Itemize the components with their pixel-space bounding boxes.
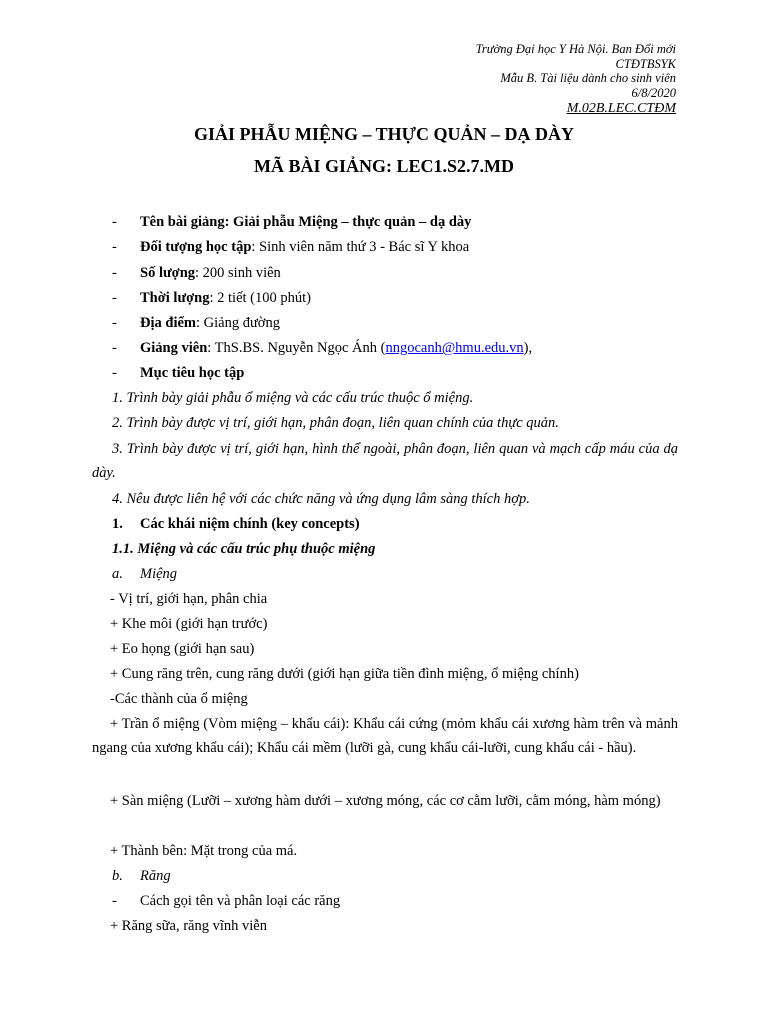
- objective-2: 2. Trình bày được vị trí, giới hạn, phân đoạn, liên quan chính của thực quản.: [112, 415, 559, 431]
- document-header: [476, 42, 676, 117]
- a-line-2: + Khe môi (giới hạn trước): [110, 616, 268, 632]
- document-page: Trường Đại học Y Hà Nội. Ban Đổi mới CTĐTBSYK Mẫu B. Tài liệu dành cho sinh viên 6/8/2020 M.02B.LEC.CTĐM GIẢI PHẪU MIỆNG – THỰC QUẢN – DẠ DÀY MÃ BÀI GIẢNG: LEC1.S2.7.MD - Tên bài giảng: Giải phẫu Miệng – thực quản – dạ dày - Đối tượng học tập: Sinh viên năm thứ 3 - Bác sĩ Y khoa - Số lượng: 200 sinh viên - Thời lượng: 2 tiết (100 phút) - Địa điểm: Giảng đường - Giảng viên: ThS.BS. Nguyễn Ngọc Ánh (nngocanh@hmu.edu.vn), - Mục tiêu học tập 1. Trình bày giải phẫu ổ miệng và các cấu trúc thuộc ổ miệng. 2. Trình bày được vị trí, giới hạn, phân đoạn, liên quan chính của thực quản. 3. Trình bày được vị trí, giới hạn, hình thể ngoài, phân đoạn, liên quan và mạch cấp máu của dạ dày. 4. Nêu được liên hệ với các chức năng và ứng dụng lâm sàng thích hợp. 1. Các khái niệm chính (key concepts) 1.1. Miệng và các cấu trúc phụ thuộc miệng a. Miệng - Vị trí, giới hạn, phân chia + Khe môi (giới hạn trước) + Eo họng (giới hạn sau) + Cung răng trên, cung răng dưới (giới hạn giữa tiền đình miệng, ổ miệng chính) -Các thành của ổ miệng + Trần ổ miệng (Vòm miệng – khẩu cái): Khẩu cái cứng (mỏm khẩu cái xương hàm trên và mảnh ngang của xương khẩu cái); Khẩu cái mềm (lưỡi gà, cung khẩu cái-lưỡi, cung khẩu cái - hầu). + Sàn miệng (Lưỡi – xương hàm dưới – xương móng, các cơ cằm lưỡi, cằm móng, hàm móng) + Thành bên: Mặt trong của má. b. Răng - Cách gọi tên và phân loại các răng + Răng sữa, răng vĩnh viễn: [0, 0, 768, 1024]
- a-line-6: + Trần ổ miệng (Vòm miệng – khẩu cái): Khẩu cái cứng (mỏm khẩu cái xương hàm trên và mảnh ngang của xương khẩu cái); Khẩu cái mềm (lưỡi gà, cung khẩu cái-lưỡi, cung khẩu cái - hầu).: [92, 716, 678, 756]
- lecturer-email-link[interactable]: nngocanh@hmu.edu.vn: [385, 340, 524, 356]
- lecture-code: MÃ BÀI GIẢNG: LEC1.S2.7.MD: [253, 156, 514, 176]
- a-line-7: + Sàn miệng (Lưỡi – xương hàm dưới – xương móng, các cơ cằm lưỡi, cằm móng, hàm móng): [110, 793, 661, 809]
- lecture-name: Tên bài giảng: Giải phẫu Miệng – thực quản – dạ dày: [140, 214, 472, 230]
- document-code: M.02B.LEC.CTĐM: [566, 101, 676, 116]
- a-line-3: + Eo họng (giới hạn sau): [110, 641, 255, 657]
- institution-line: Trường Đại học Y Hà Nội. Ban Đổi mới: [475, 42, 676, 56]
- a-line-1: - Vị trí, giới hạn, phân chia: [110, 591, 268, 607]
- date-line: 6/8/2020: [631, 85, 676, 100]
- b-line-2: + Răng sữa, răng vĩnh viễn: [110, 918, 267, 934]
- objective-3: 3. Trình bày được vị trí, giới hạn, hình thể ngoài, phân đoạn, liên quan và mạch cấp máu của dạ dày.: [92, 441, 678, 481]
- section-heading-1-1: 1.1. Miệng và các cấu trúc phụ thuộc miệng: [112, 541, 376, 557]
- form-line: Mẫu B. Tài liệu dành cho sinh viên: [500, 71, 676, 85]
- document-title: GIẢI PHẪU MIỆNG – THỰC QUẢN – DẠ DÀY: [193, 124, 574, 144]
- a-line-8: + Thành bên: Mặt trong của má.: [110, 843, 298, 859]
- program-line: CTĐTBSYK: [615, 56, 676, 71]
- a-line-4: + Cung răng trên, cung răng dưới (giới hạn giữa tiền đình miệng, ổ miệng chính): [110, 666, 579, 682]
- a-line-5: -Các thành của ổ miệng: [110, 691, 248, 707]
- objective-1: 1. Trình bày giải phẫu ổ miệng và các cấu trúc thuộc ổ miệng.: [112, 390, 474, 406]
- objective-4: 4. Nêu được liên hệ với các chức năng và ứng dụng lâm sàng thích hợp.: [112, 491, 530, 507]
